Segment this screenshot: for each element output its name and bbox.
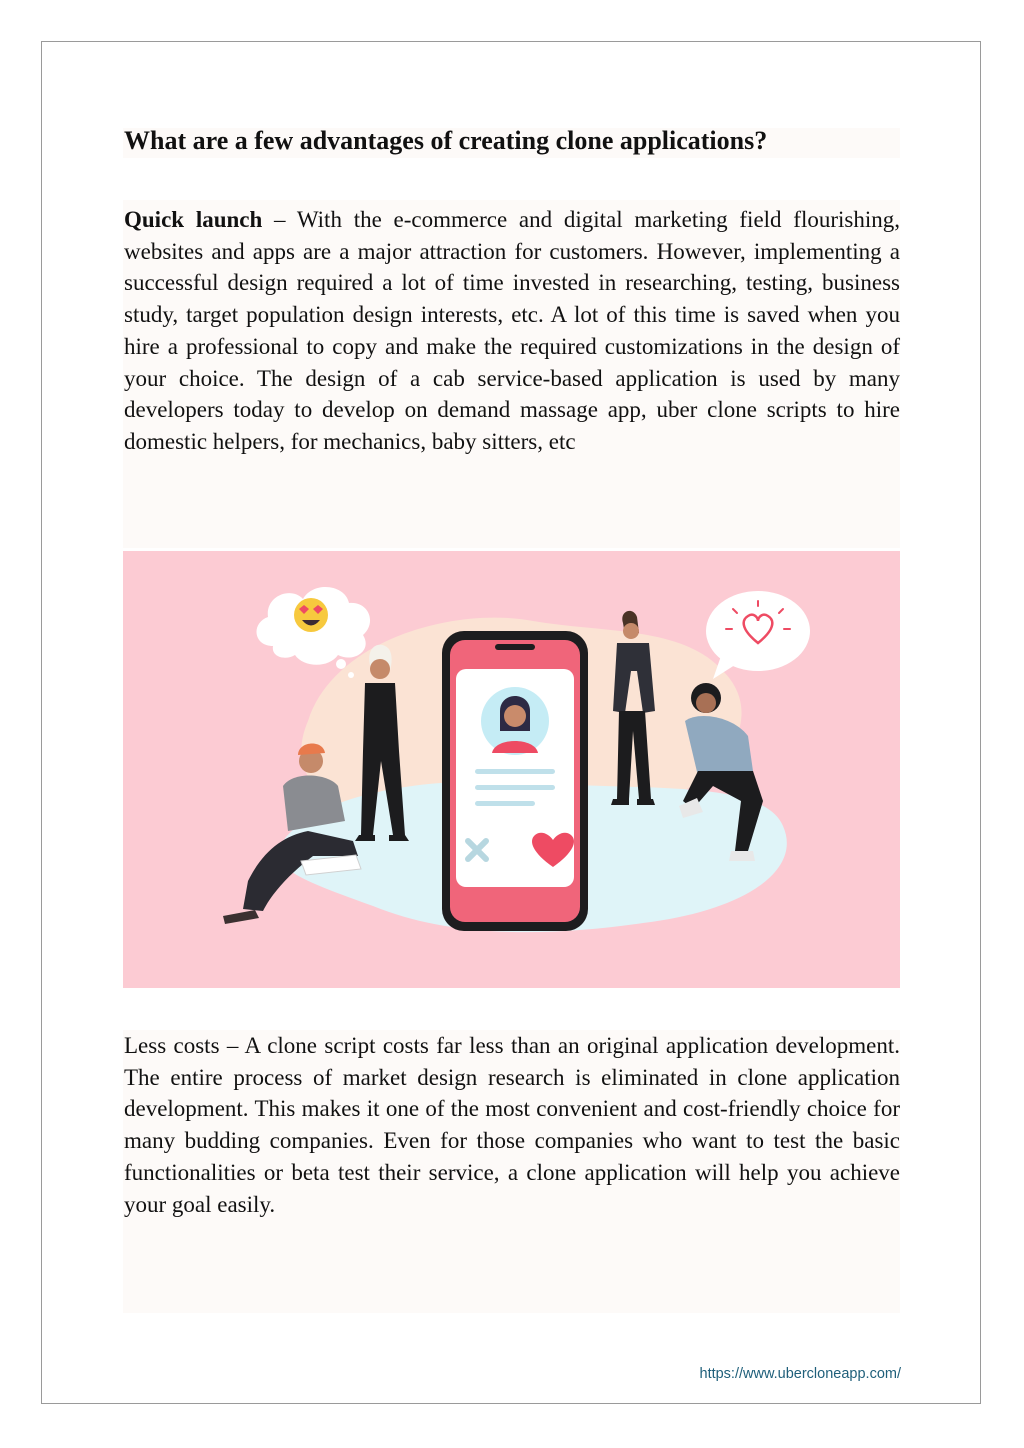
quick-launch-lead: Quick launch [124,207,263,232]
page-title: What are a few advantages of creating clone applications? [124,126,768,155]
less-costs-paragraph: Less costs – A clone script costs far less than an original application development. The entire process of market design research is eliminated in clone application development. This makes it one of the most convenient and cost-friendly choice for many budding companies. Even for those companies who want to test the basic functionalities or beta test their service, a clone application will help you achieve your goal easily. [124,1033,900,1217]
clone-app-illustration [123,551,900,988]
quick-launch-paragraph [124,204,900,458]
phone-mockup [442,631,588,931]
heart-speech-bubble [706,591,810,679]
footer-website-link[interactable]: https://www.ubercloneapp.com/ [699,1366,901,1382]
heart-eyes-emoji-icon [294,598,328,632]
quick-launch-body: – With the e-commerce and digital marketing field flourishing, websites and apps are a major attraction for customers. However, implementing a successful design required a lot of time invested in researching, testing, business study, target population design interests, etc. A lot of this time is saved when you hire a professional to copy and make the required customizations in the design of your choice. The design of a cab service-based application is used by many developers today to develop on demand massage app, uber clone scripts to hire domestic helpers, for mechanics, baby sitters, etc [124,207,900,454]
illustration-svg [123,551,900,988]
